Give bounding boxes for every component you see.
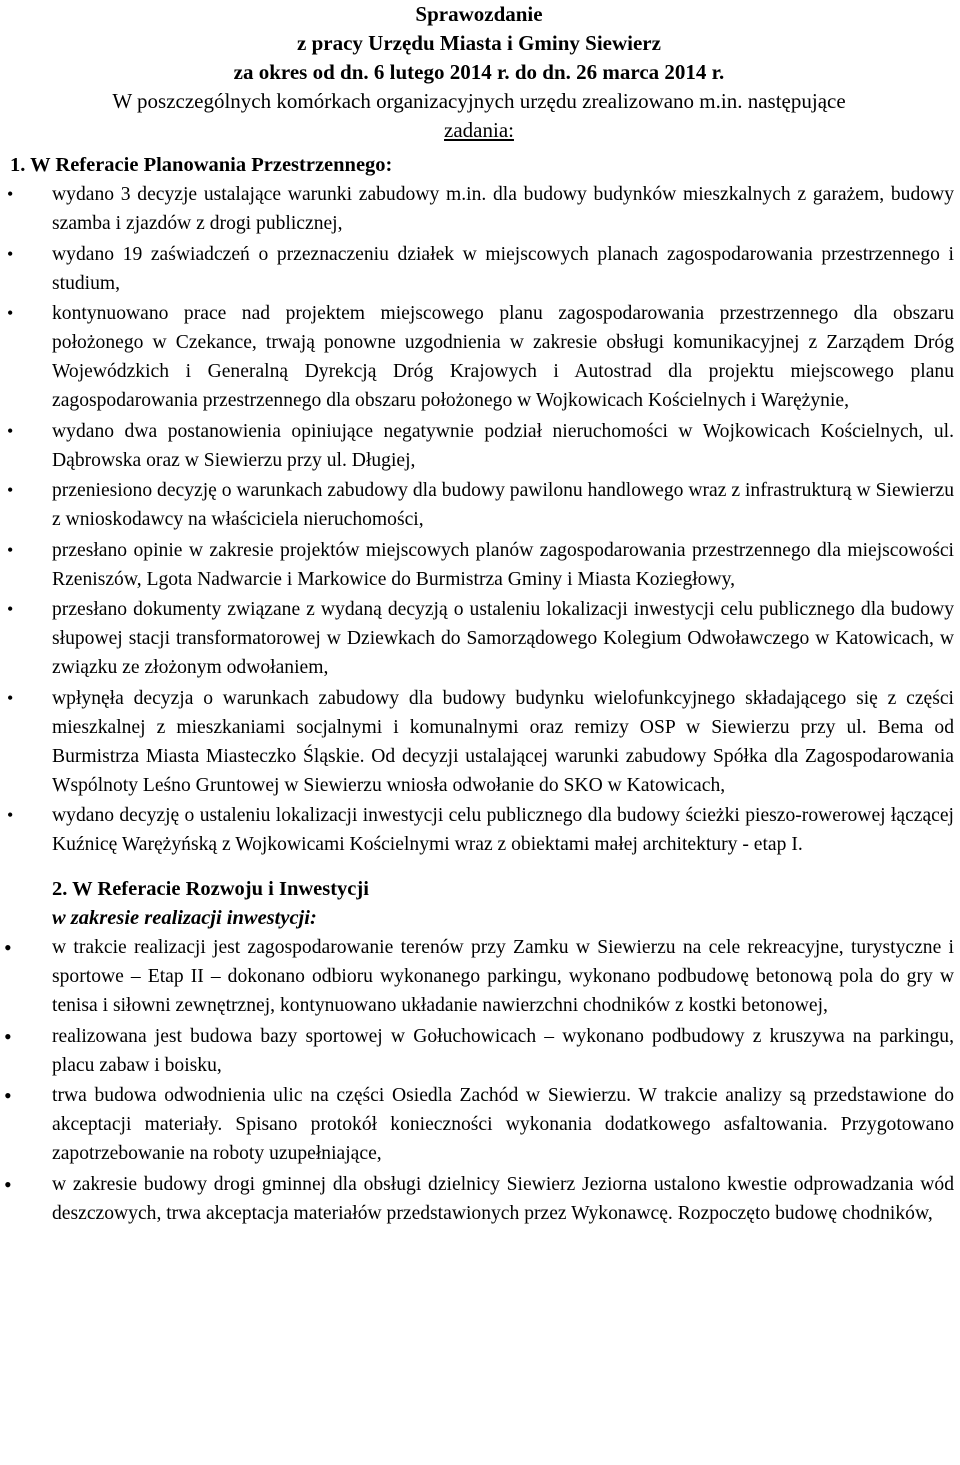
list-item: • trwa budowa odwodnienia ulic na części Osiedla Zachód w Siewierzu. W trakcie analizy są przedstawione do akceptacji materiały. Spisano protokół konieczności wykonania dodatkowego asfaltowania. Przygotowano zapotrzebowanie na roboty uzupełniające, [4,1083,954,1164]
section-1-title: 1. W Referacie Planowania Przestrzennego: [10,154,393,176]
list-item: • wpłynęła decyzja o warunkach zabudowy dla budowy budynku wielofunkcyjnego składającego się z części mieszkalnej z mieszkaniami socjalnymi i komunalnymi oraz remizy OSP w Siewierzu przy ul. Bema od Burmistrza Miasta Miasteczko Śląskie. Od decyzji ustalającej warunki zabudowy Spółka dla Zagospodarowania Wspólnoty Leśno Gruntowej w Siewierzu wniosła odwołanie do SKO w Katowicach, [4,684,954,800]
bullet-icon: • [7,243,14,264]
list-item: • w zakresie budowy drogi gminnej dla obsługi dzielnicy Siewierz Jeziorna ustalono kwestie odprowadzania wód deszczowych, trwa akceptacja materiałów przedstawionych przez Wykonawcę. Rozpoczęto budowę chodników, [4,1171,954,1224]
intro-line-2: zadania: [444,118,514,142]
intro-paragraph [4,87,954,145]
bullet-icon: • [7,805,14,825]
report-header [4,0,954,87]
bullet-icon: • [7,303,14,323]
section-2-subtitle: w zakresie realizacji inwestycji: [52,907,317,929]
section-2-list [4,933,954,1228]
list-item: • realizowana jest budowa bazy sportowej w Gołuchowicach – wykonano podbudowy z kruszywa na parkingu, placu zabaw i boisku, [4,1023,954,1076]
list-item: • przesłano dokumenty związane z wydaną decyzją o ustaleniu lokalizacji inwestycji celu publicznego dla budowy słupowej stacji transformatorowej w Dziewkach do Samorządowego Kolegium Odwoławczego w Katowicach, w związku ze złożonym odwołaniem, [4,595,954,682]
list-item: • wydano dwa postanowienia opiniujące negatywnie podział nieruchomości w Wojkowicach Kościelnych, ul. Dąbrowska oraz w Siewierzu przy ul. Długiej, [4,417,954,475]
list-item: • przesłano opinie w zakresie projektów miejscowych planów zagospodarowania przestrzennego dla miejscowości Rzeniszów, Lgota Nadwarcie i Markowice do Burmistrza Gminy i Miasta Koziegłowy, [4,536,954,594]
bullet-icon: • [7,687,14,708]
header-subtitle: z pracy Urzędu Miasta i Gminy Siewierz [297,31,661,55]
list-item: • kontynuowano prace nad projektem miejscowego planu zagospodarowania przestrzennego dla obszaru położonego w Czekance, trwają ponowne uzgodnienia w zakresie obsługi komunikacyjnej z Zarządem Dróg Wojewódzkich i Generalną Dyrekcją Dróg Krajowych i Autostrad dla projektu miejscowego planu zagospodarowania przestrzennego dla obszaru położonego w Wojkowicach Kościelnych i Warężynie, [4,299,954,415]
section-2-title: 2. W Referacie Rozwoju i Inwestycji [52,878,369,900]
bullet-icon: • [4,1083,12,1108]
header-title: Sprawozdanie [415,2,543,26]
bullet-icon: • [4,935,12,960]
list-item: • wydano 19 zaświadczeń o przeznaczeniu działek w miejscowych planach zagospodarowania przestrzennego i studium, [4,240,954,298]
list-item: • przeniesiono decyzję o warunkach zabudowy dla budowy pawilonu handlowego wraz z infrastrukturą w Siewierzu z wnioskodawcy na właściciela nieruchomości, [4,476,954,534]
bullet-icon: • [4,1171,12,1197]
bullet-icon: • [4,1023,12,1049]
bullet-icon: • [7,420,14,441]
list-item: • wydano 3 decyzje ustalające warunki zabudowy m.in. dla budowy budynków mieszkalnych z garażem, budowy szamba i zjazdów z drogi publicznej, [4,180,954,238]
bullet-icon: • [7,480,14,500]
section-1-list [4,180,954,859]
header-period: za okres od dn. 6 lutego 2014 r. do dn. 26 marca 2014 r. [233,60,725,84]
bullet-icon: • [7,539,14,560]
bullet-icon: • [7,184,14,204]
bullet-icon: • [7,599,14,619]
intro-line-1: W poszczególnych komórkach organizacyjnych urzędu zrealizowano m.in. następujące [112,89,846,113]
list-item: • wydano decyzję o ustaleniu lokalizacji inwestycji celu publicznego dla budowy ścieżki pieszo-rowerowej łączącej Kuźnicę Warężyńską z Wojkowicami Kościelnymi wraz z obiektami małej architektury - etap I. [4,801,954,859]
list-item: • w trakcie realizacji jest zagospodarowanie terenów przy Zamku w Siewierzu na cele rekreacyjne, turystyczne i sportowe – Etap II – dokonano odbioru wykonanego parkingu, wykonano podbudowę betonową pola do gry w tenisa i siłowni zewnętrznej, kontynuowano układanie nawierzchni chodników z kostki betonowej, [4,935,954,1016]
